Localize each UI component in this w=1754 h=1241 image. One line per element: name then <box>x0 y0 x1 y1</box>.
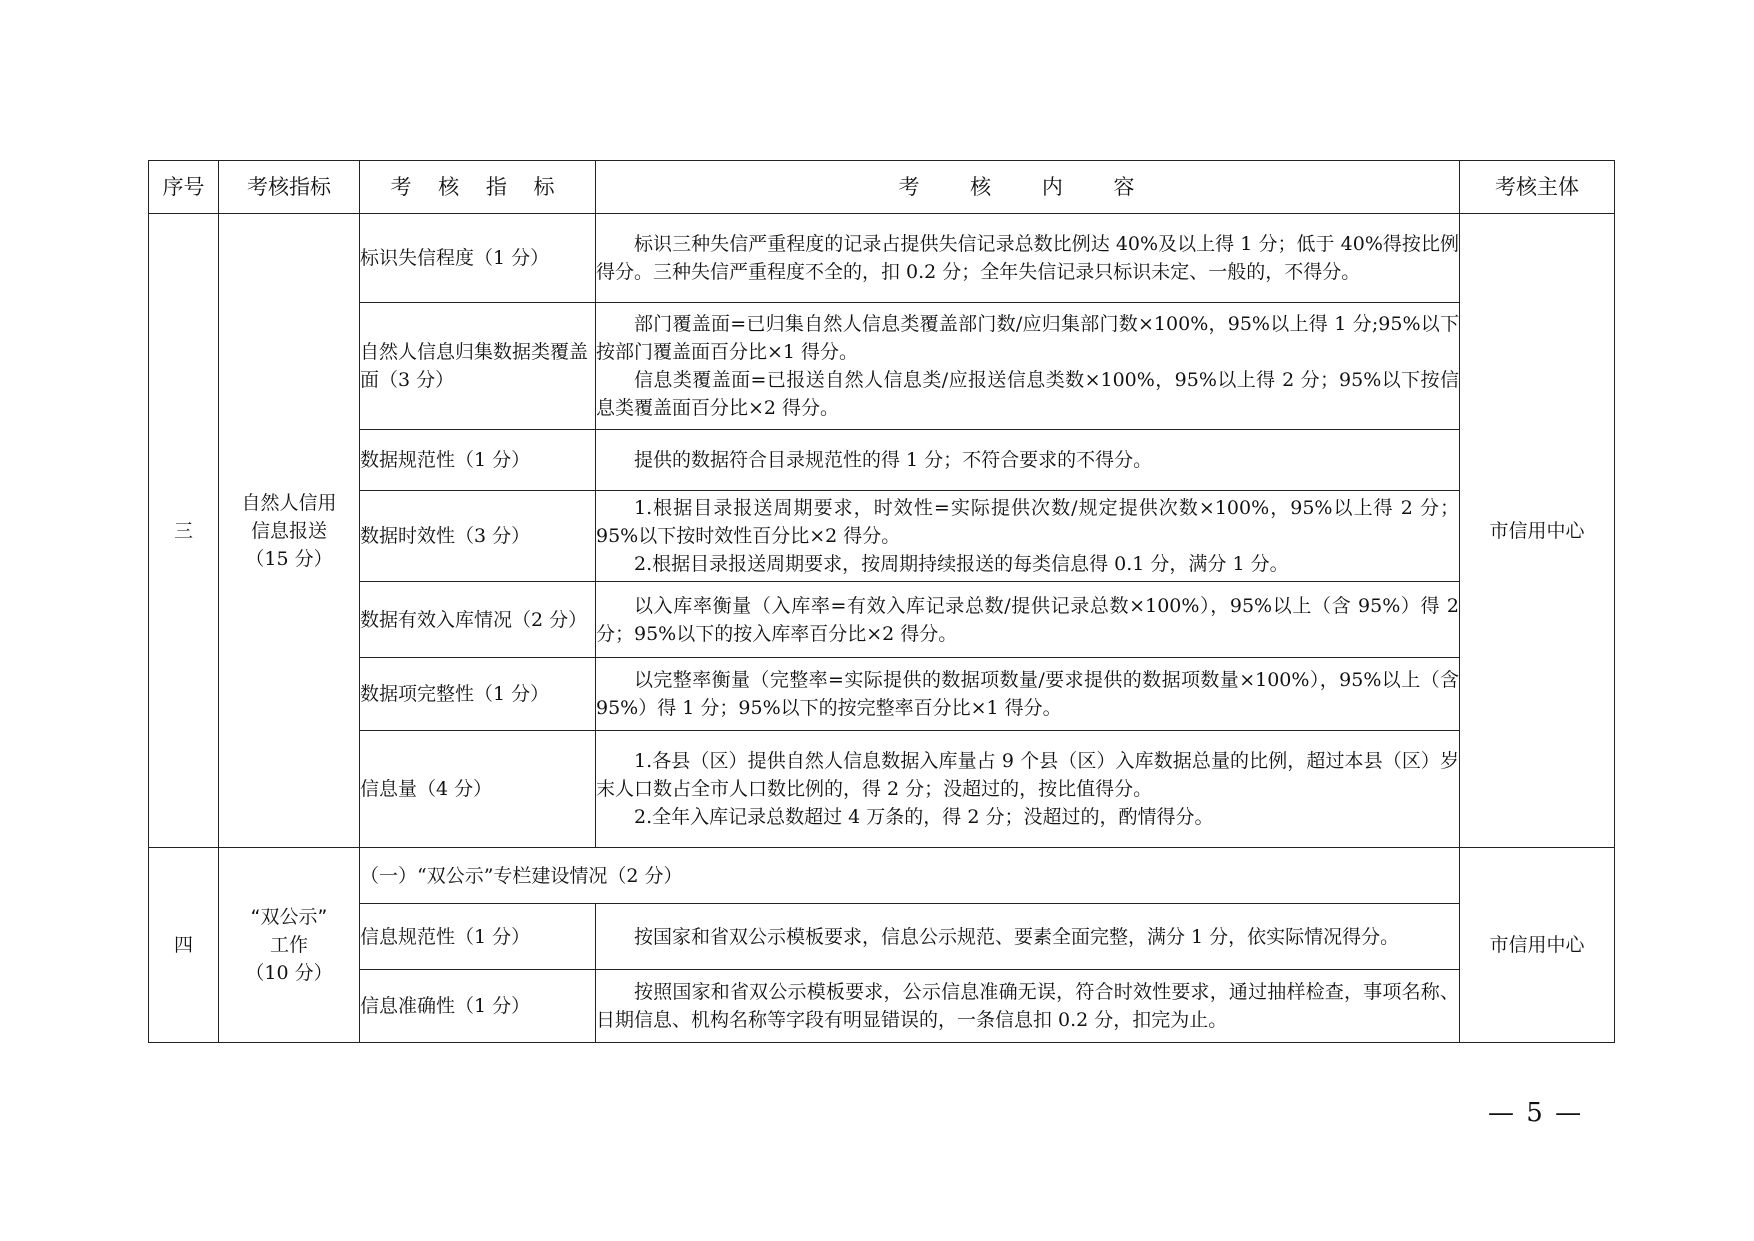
indicator-item: 数据时效性（3 分） <box>360 491 596 582</box>
table-row <box>149 303 1615 430</box>
indicator-item: 自然人信息归集数据类覆盖面（3 分） <box>360 303 596 430</box>
section-4-category-line2: 工作 <box>269 934 308 956</box>
header-subject: 考核主体 <box>1460 161 1615 214</box>
indicator-item: 信息准确性（1 分） <box>360 970 596 1043</box>
indicator-item: 标识失信程度（1 分） <box>360 214 596 303</box>
indicator-item: 数据规范性（1 分） <box>360 430 596 491</box>
content-paragraph: 按国家和省双公示模板要求，信息公示规范、要素全面完整，满分 1 分，依实际情况得分。 <box>634 925 1400 948</box>
table-row <box>149 582 1615 658</box>
content-cell <box>596 214 1460 303</box>
content-paragraph: 标识三种失信严重程度的记录占提供失信记录总数比例达 40%及以上得 1 分；低于 40%得按比例得分。三种失信严重程度不全的，扣 0.2 分；全年失信记录只标识未定、一般的，不得分。 <box>596 233 1459 283</box>
content-cell <box>596 904 1460 970</box>
table-header-row <box>149 161 1615 214</box>
section-4-subject: 市信用中心 <box>1460 848 1615 1043</box>
content-paragraph: 提供的数据符合目录规范性的得 1 分；不符合要求的不得分。 <box>634 449 1153 471</box>
table-row <box>149 970 1615 1043</box>
content-paragraph: 部门覆盖面=已归集自然人信息类覆盖部门数/应归集部门数×100%，95%以上得 1 分;95%以下按部门覆盖面百分比×1 得分。 <box>596 313 1459 363</box>
indicator-item: 数据有效入库情况（2 分） <box>360 582 596 658</box>
section-4-subsection-title: （一）“双公示”专栏建设情况（2 分） <box>360 848 1460 904</box>
section-3-category-line1: 自然人信用 <box>241 491 337 514</box>
section-3-subject: 市信用中心 <box>1460 214 1615 848</box>
content-cell <box>596 491 1460 582</box>
section-4-category-score: （10 分） <box>245 962 333 984</box>
content-paragraph: 按照国家和省双公示模板要求，公示信息准确无误，符合时效性要求，通过抽样检查，事项名称、日期信息、机构名称等字段有明显错误的，一条信息扣 0.2 分，扣完为止。 <box>596 981 1459 1031</box>
content-cell <box>596 303 1460 430</box>
header-indicator: 考 核 指 标 <box>360 161 596 214</box>
content-cell <box>596 970 1460 1043</box>
table-row <box>149 904 1615 970</box>
indicator-item: 信息规范性（1 分） <box>360 904 596 970</box>
header-seq: 序号 <box>149 161 219 214</box>
content-paragraph: 2.全年入库记录总数超过 4 万条的，得 2 分；没超过的，酌情得分。 <box>634 806 1214 828</box>
content-cell <box>596 658 1460 731</box>
table-row <box>149 430 1615 491</box>
header-content: 考 核 内 容 <box>596 161 1460 214</box>
content-paragraph: 1.各县（区）提供自然人信息数据入库量占 9 个县（区）入库数据总量的比例，超过本县（区）岁末人口数占全市人口数比例的，得 2 分；没超过的，按比值得分。 <box>596 750 1459 800</box>
content-cell <box>596 582 1460 658</box>
section-3-category-line2: 信息报送 <box>250 519 327 542</box>
table-row <box>149 848 1615 904</box>
content-paragraph: 2.根据目录报送周期要求，按周期持续报送的每类信息得 0.1 分，满分 1 分。 <box>634 553 1289 575</box>
header-category: 考核指标 <box>219 161 360 214</box>
section-4-seq: 四 <box>149 848 219 1043</box>
content-paragraph: 以完整率衡量（完整率=实际提供的数据项数量/要求提供的数据项数量×100%），95%以上（含 95%）得 1 分；95%以下的按完整率百分比×1 得分。 <box>596 669 1459 719</box>
table-row <box>149 214 1615 303</box>
indicator-item: 数据项完整性（1 分） <box>360 658 596 731</box>
page-number: — 5 — <box>1488 1098 1584 1128</box>
section-4-category-line1: “双公示” <box>250 906 328 928</box>
section-4-category <box>219 848 360 1043</box>
content-paragraph: 信息类覆盖面=已报送自然人信息类/应报送信息类数×100%，95%以上得 2 分；95%以下按信息类覆盖面百分比×2 得分。 <box>596 369 1459 419</box>
table-row <box>149 731 1615 848</box>
indicator-item: 信息量（4 分） <box>360 731 596 848</box>
content-cell <box>596 731 1460 848</box>
content-paragraph: 1.根据目录报送周期要求，时效性=实际提供次数/规定提供次数×100%，95%以上得 2 分；95%以下按时效性百分比×2 得分。 <box>596 497 1459 547</box>
table-row <box>149 658 1615 731</box>
table-row <box>149 491 1615 582</box>
section-3-seq: 三 <box>149 214 219 848</box>
section-3-category <box>219 214 360 848</box>
content-cell <box>596 430 1460 491</box>
assessment-table <box>148 160 1615 1043</box>
section-3-category-score: （15 分） <box>245 547 333 570</box>
content-paragraph: 以入库率衡量（入库率=有效入库记录总数/提供记录总数×100%），95%以上（含 95%）得 2 分；95%以下的按入库率百分比×2 得分。 <box>596 594 1459 645</box>
